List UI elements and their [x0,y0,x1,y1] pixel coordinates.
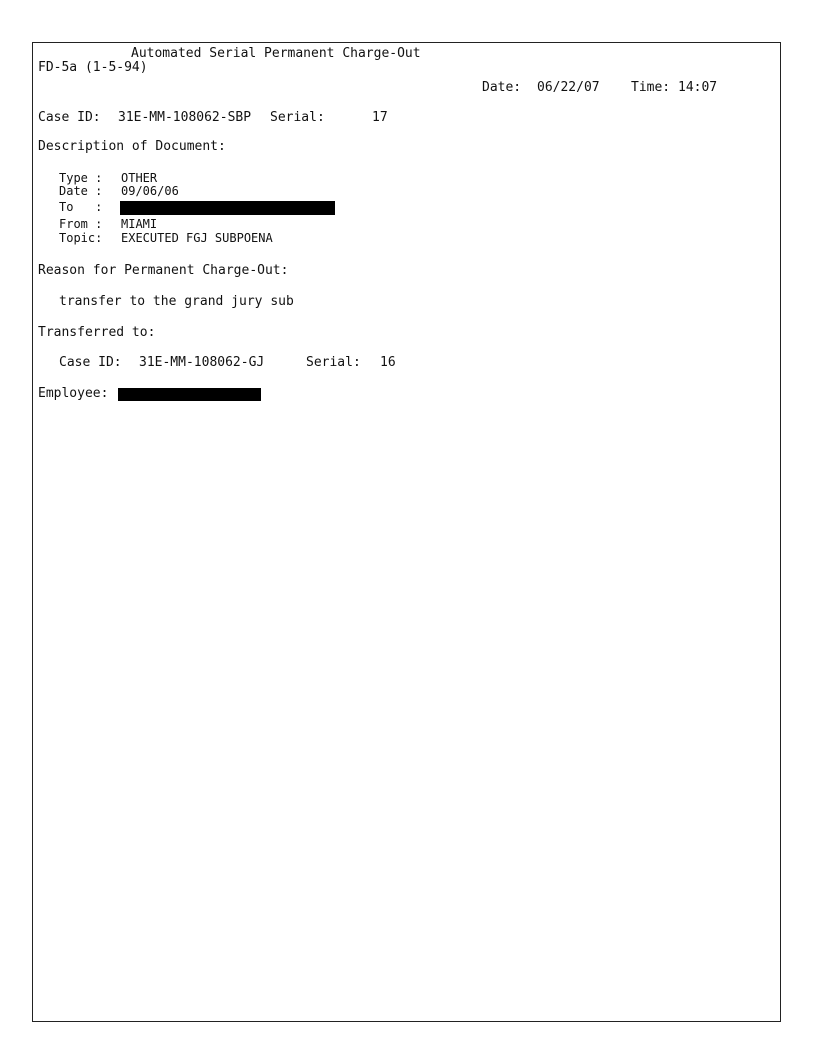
doc-type-label: Type : [59,171,103,185]
print-time-value: 14:07 [678,80,718,95]
form-number: FD-5a (1-5-94) [38,60,148,75]
serial-value: 17 [372,110,388,125]
doc-date-label: Date : [59,184,103,198]
reason-text: transfer to the grand jury sub [59,294,294,309]
transfer-heading: Transferred to: [38,325,156,340]
doc-date-value: 09/06/06 [121,184,179,198]
case-id-label: Case ID: [38,110,101,125]
transfer-serial-label: Serial: [306,355,361,370]
print-date-value: 06/22/07 [537,80,600,95]
print-date-label: Date: [482,80,522,95]
transfer-case-id-label: Case ID: [59,355,122,370]
transfer-case-id-value: 31E-MM-108062-GJ [139,355,265,370]
case-id-value: 31E-MM-108062-SBP [118,110,252,125]
serial-label: Serial: [270,110,325,125]
doc-topic-label: Topic: [59,231,103,245]
description-heading: Description of Document: [38,139,226,154]
employee-label: Employee: [38,386,109,401]
doc-topic-value: EXECUTED FGJ SUBPOENA [121,231,273,245]
document-title: Automated Serial Permanent Charge-Out [131,46,421,61]
doc-from-label: From : [59,217,103,231]
transfer-serial-value: 16 [380,355,396,370]
print-time-label: Time: [631,80,671,95]
doc-type-value: OTHER [121,171,158,185]
doc-to-label: To : [59,200,103,214]
doc-from-value: MIAMI [121,217,158,231]
redaction-to [120,201,335,215]
redaction-employee [118,388,261,401]
reason-heading: Reason for Permanent Charge-Out: [38,263,289,278]
